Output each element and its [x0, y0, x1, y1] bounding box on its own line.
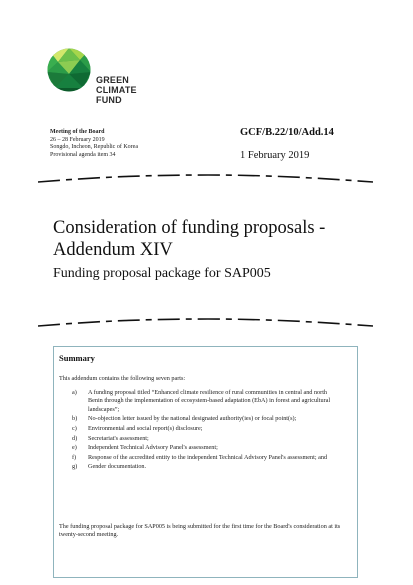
document-subtitle: Funding proposal package for SAP005 [53, 266, 271, 281]
organization-wordmark [96, 75, 137, 105]
document-symbol: GCF/B.22/10/Add.14 [240, 127, 334, 138]
list-item [72, 463, 342, 471]
list-item-text: Gender documentation. [88, 463, 147, 471]
summary-box [53, 346, 358, 578]
list-item-text: Independent Technical Advisory Panel's assessment; [88, 444, 218, 452]
summary-closing: The funding proposal package for SAP005 is being submitted for the first time for the Board's consideration at its twenty-second meeting. [59, 523, 341, 539]
green-climate-fund-logo [47, 48, 91, 92]
list-marker: f) [72, 453, 77, 461]
document-title: Consideration of funding proposals - Addendum XIV [53, 218, 326, 260]
list-marker: b) [72, 415, 78, 423]
list-item-text: No-objection letter issued by the national designated authority(ies) or focal point(s); [88, 415, 297, 423]
document-date: 1 February 2019 [240, 150, 310, 161]
list-item [72, 454, 342, 462]
summary-intro: This addendum contains the following seven parts: [59, 375, 186, 382]
wordmark-line-2: CLIMATE [96, 85, 137, 95]
list-item [72, 425, 342, 433]
list-marker: a) [72, 389, 77, 396]
wave-divider-bottom [38, 317, 373, 329]
list-marker: e) [72, 444, 77, 452]
meeting-agenda-item: Provisional agenda item 34 [50, 151, 116, 158]
list-item [72, 444, 342, 452]
list-item [72, 435, 342, 443]
list-item-text: Response of the accredited entity to the independent Technical Advisory Panel's assessment; and [88, 453, 328, 461]
wordmark-line-1: GREEN [96, 75, 130, 85]
list-item [72, 389, 342, 414]
list-item-text: Secretariat's assessment; [88, 434, 149, 442]
wordmark-line-3: FUND [96, 95, 122, 105]
summary-list [72, 389, 342, 473]
list-item-text: A funding proposal titled “Enhanced climate resilience of rural communities in central and north Benin through the implementation of ecosystem-based adaptation (EbA) in forest and agricultural landscapes”; [88, 389, 331, 413]
meeting-title: Meeting of the Board [50, 129, 105, 135]
list-item [72, 415, 342, 423]
meeting-info [50, 129, 138, 159]
meeting-location: Songdo, Incheon, Republic of Korea [50, 144, 138, 151]
list-marker: g) [72, 463, 78, 471]
wave-divider-top [38, 173, 373, 185]
list-item-text: Environmental and social report(s) disclosure; [88, 425, 203, 432]
summary-heading: Summary [59, 353, 95, 363]
meeting-dates: 26 – 28 February 2019 [50, 136, 105, 143]
list-marker: c) [72, 425, 77, 432]
list-marker: d) [72, 434, 78, 442]
